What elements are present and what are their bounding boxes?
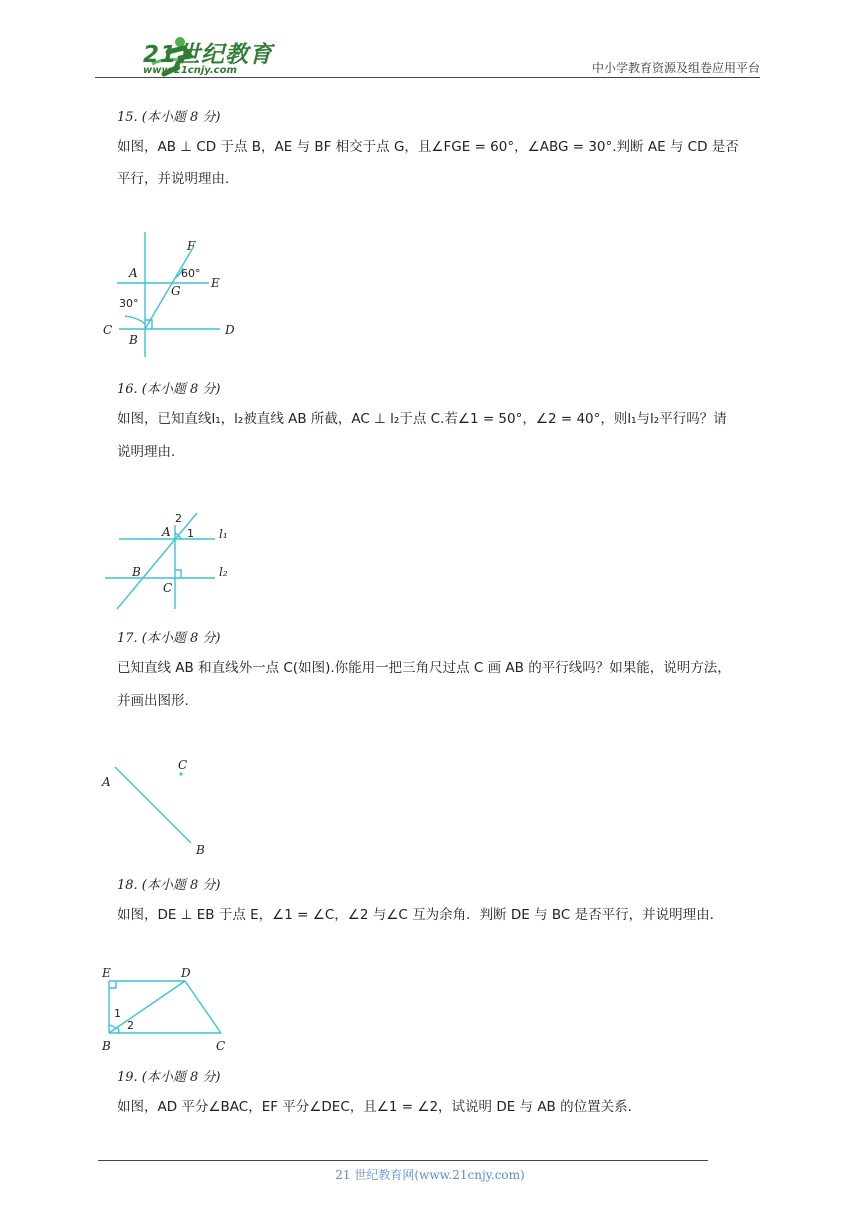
question-16-line-2: 说明理由. [117,444,176,460]
label-B: B [132,565,141,579]
footer-text: 21 世纪教育网(www.21cnjy.com) [335,1168,525,1182]
label-A: A [129,266,138,280]
question-17-line-2: 并画出图形. [117,693,189,709]
question-19-line-1: 如图，AD 平分∠BAC，EF 平分∠DEC，且∠1 = ∠2，试说明 DE 与 AB 的位置关系. [117,1099,632,1115]
label-D: D [225,323,235,337]
label-E: E [102,966,111,980]
question-16-line-1: 如图，已知直线l₁，l₂被直线 AB 所截，AC ⊥ l₂于点 C.若∠1 = 50°，∠2 = 40°，则l₁与l₂平行吗？请 [117,411,727,427]
question-15-heading: 15. (本小题 8 分) [117,110,221,125]
question-17-line-1: 已知直线 AB 和直线外一点 C(如图).你能用一把三角尺过点 C 画 AB 的平行线吗？如果能，说明方法， [117,660,731,676]
angle-60-label: 60° [181,267,201,280]
label-B: B [129,333,138,347]
label-G: G [171,284,181,298]
page-header [95,30,760,80]
question-17-figure [95,755,225,860]
question-18-heading: 18. (本小题 8 分) [117,878,221,893]
question-15-line-2: 平行，并说明理由. [117,171,230,187]
question-16-heading: 16. (本小题 8 分) [117,382,221,397]
label-C: C [178,758,188,772]
label-B: B [102,1039,111,1053]
header-divider [95,77,760,78]
question-17-heading: 17. (本小题 8 分) [117,631,221,646]
question-15-figure [95,232,255,362]
logo-url: www.21cnjy.com [143,65,237,76]
label-C: C [216,1039,226,1053]
angle-1-label: 1 [114,1007,121,1020]
logo-text: 21世纪教育 [143,42,274,68]
question-15-line-1: 如图，AB ⊥ CD 于点 B，AE 与 BF 相交于点 G，且∠FGE = 60°，∠ABG = 30°.判断 AE 与 CD 是否 [117,139,739,155]
angle-30-label: 30° [119,297,139,310]
label-l2: l₂ [219,565,228,579]
label-l1: l₁ [219,527,228,541]
platform-title: 中小学教育资源及组卷应用平台 [591,61,760,75]
angle-1-label: 1 [187,527,194,540]
label-C: C [163,581,173,595]
angle-2-label: 2 [127,1019,134,1032]
footer-divider [98,1160,708,1161]
label-A: A [102,775,111,789]
label-A: A [162,525,171,539]
question-16-figure [95,505,245,617]
label-F: F [187,239,196,253]
angle-2-label: 2 [175,512,182,525]
label-C: C [103,323,113,337]
label-B: B [196,843,205,857]
label-E: E [211,276,220,290]
question-18-line-1: 如图，DE ⊥ EB 于点 E，∠1 = ∠C，∠2 与∠C 互为余角．判断 DE 与 BC 是否平行，并说明理由． [117,907,724,923]
question-19-heading: 19. (本小题 8 分) [117,1070,221,1085]
question-18-figure [95,963,240,1055]
label-D: D [181,966,191,980]
